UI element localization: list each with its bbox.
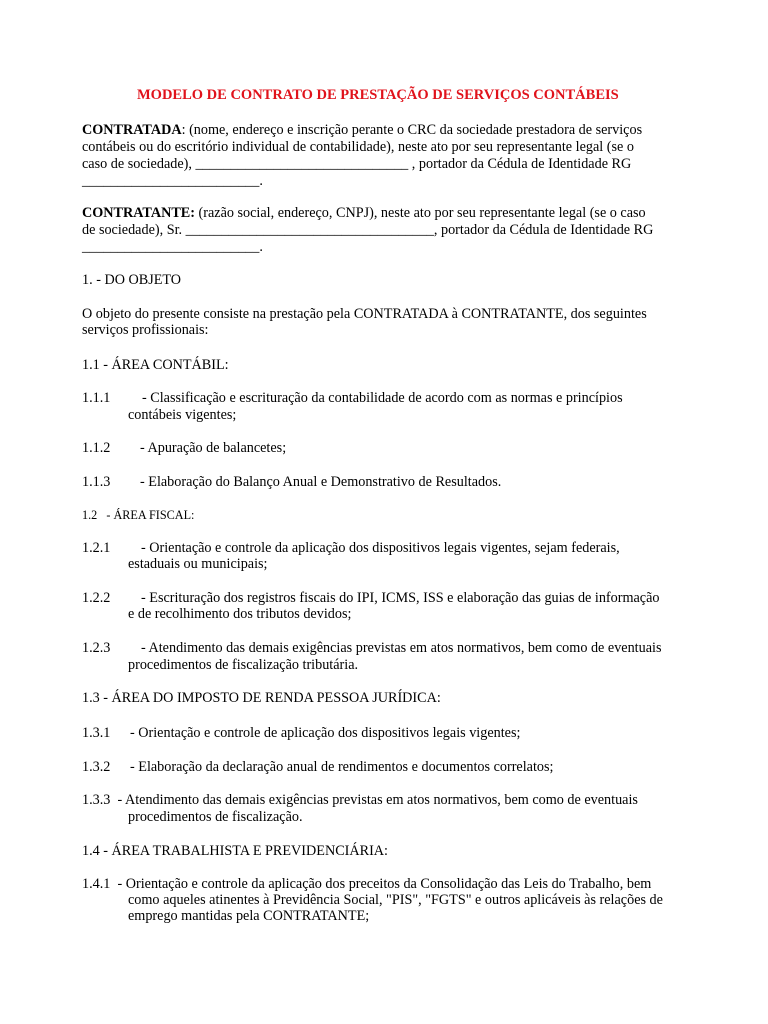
item-text: - Classificação e escrituração da contabilidade de acordo com as normas e princípios <box>142 390 623 406</box>
objeto-line-1: O objeto do presente consiste na prestação pela CONTRATADA à CONTRATANTE, dos seguintes <box>82 306 647 322</box>
section-1-title: 1. - DO OBJETO <box>82 272 182 288</box>
item-1-1-1-cont: contábeis vigentes; <box>128 407 237 423</box>
contratada-line-1 <box>82 122 642 138</box>
contratada-line-2: contábeis ou do escritório individual de contabilidade), neste ato por seu representante legal (se o <box>82 139 634 155</box>
item-1-4-1-cont-1: como aqueles atinentes à Previdência Social, "PIS", "FGTS" e outros aplicáveis às relações de <box>128 892 663 908</box>
item-number: 1.1.1 <box>82 390 111 406</box>
contratada-line-4: _________________________. <box>82 173 263 189</box>
item-text: - Atendimento das demais exigências previstas em atos normativos, bem como de eventuais <box>141 640 662 656</box>
item-1-3-1 <box>82 725 521 741</box>
item-1-4-1-cont-2: emprego mantidas pela CONTRATANTE; <box>128 908 370 924</box>
item-number: 1.3.2 <box>82 759 111 775</box>
contratante-label: CONTRATANTE: <box>82 205 195 221</box>
item-text: - Orientação e controle de aplicação dos dispositivos legais vigentes; <box>130 725 521 741</box>
item-text: - Escrituração dos registros fiscais do IPI, ICMS, ISS e elaboração das guias de informação <box>141 590 660 606</box>
item-text: - Orientação e controle da aplicação dos dispositivos legais vigentes, sejam federais, <box>141 540 620 556</box>
contratante-line-2: de sociedade), Sr. ___________________________________, portador da Cédula de Identidade RG <box>82 222 654 238</box>
item-number: 1.2.3 <box>82 640 111 656</box>
item-1-2-2-cont: e de recolhimento dos tributos devidos; <box>128 606 352 622</box>
item-number: 1.2.2 <box>82 590 111 606</box>
objeto-line-2: serviços profissionais: <box>82 322 209 338</box>
section-1-3-title: 1.3 - ÁREA DO IMPOSTO DE RENDA PESSOA JURÍDICA: <box>82 690 441 706</box>
item-number: 1.1.2 <box>82 440 111 456</box>
item-text: - Apuração de balancetes; <box>140 440 287 456</box>
section-1-1-title: 1.1 - ÁREA CONTÁBIL: <box>82 357 229 373</box>
section-1-4-title: 1.4 - ÁREA TRABALHISTA E PREVIDENCIÁRIA: <box>82 843 388 859</box>
item-number: 1.2.1 <box>82 540 111 556</box>
contratante-line-3: _________________________. <box>82 239 263 255</box>
contratada-text-1: : (nome, endereço e inscrição perante o CRC da sociedade prestadora de serviços <box>181 122 643 138</box>
item-text: - Elaboração do Balanço Anual e Demonstrativo de Resultados. <box>140 474 502 490</box>
document-title: MODELO DE CONTRATO DE PRESTAÇÃO DE SERVIÇOS CONTÁBEIS <box>137 87 619 103</box>
contratante-line-1 <box>82 205 646 221</box>
item-1-3-3-cont: procedimentos de fiscalização. <box>128 809 303 825</box>
item-1-1-3 <box>82 474 502 490</box>
section-1-2-title: 1.2 - ÁREA FISCAL: <box>82 508 195 522</box>
item-1-1-2 <box>82 440 287 456</box>
item-1-2-1 <box>82 540 620 556</box>
item-1-2-1-cont: estaduais ou municipais; <box>128 556 268 572</box>
item-1-2-3-cont: procedimentos de fiscalização tributária. <box>128 657 359 673</box>
item-1-3-2 <box>82 759 554 775</box>
contratada-label: CONTRATADA <box>82 122 182 138</box>
item-text: - Elaboração da declaração anual de rendimentos e documentos correlatos; <box>130 759 554 775</box>
item-number: 1.1.3 <box>82 474 111 490</box>
contratada-line-3: caso de sociedade), ______________________________ , portador da Cédula de Identidade RG <box>82 156 632 172</box>
item-1-3-3: 1.3.3 - Atendimento das demais exigências previstas em atos normativos, bem como de eventuais <box>82 792 638 808</box>
item-1-1-1 <box>82 390 623 406</box>
item-1-4-1: 1.4.1 - Orientação e controle da aplicação dos preceitos da Consolidação das Leis do Trabalho, bem <box>82 876 652 892</box>
item-1-2-3 <box>82 640 662 656</box>
item-1-2-2 <box>82 590 660 606</box>
item-number: 1.3.1 <box>82 725 111 741</box>
contratante-text-1: (razão social, endereço, CNPJ), neste ato por seu representante legal (se o caso <box>194 205 646 221</box>
